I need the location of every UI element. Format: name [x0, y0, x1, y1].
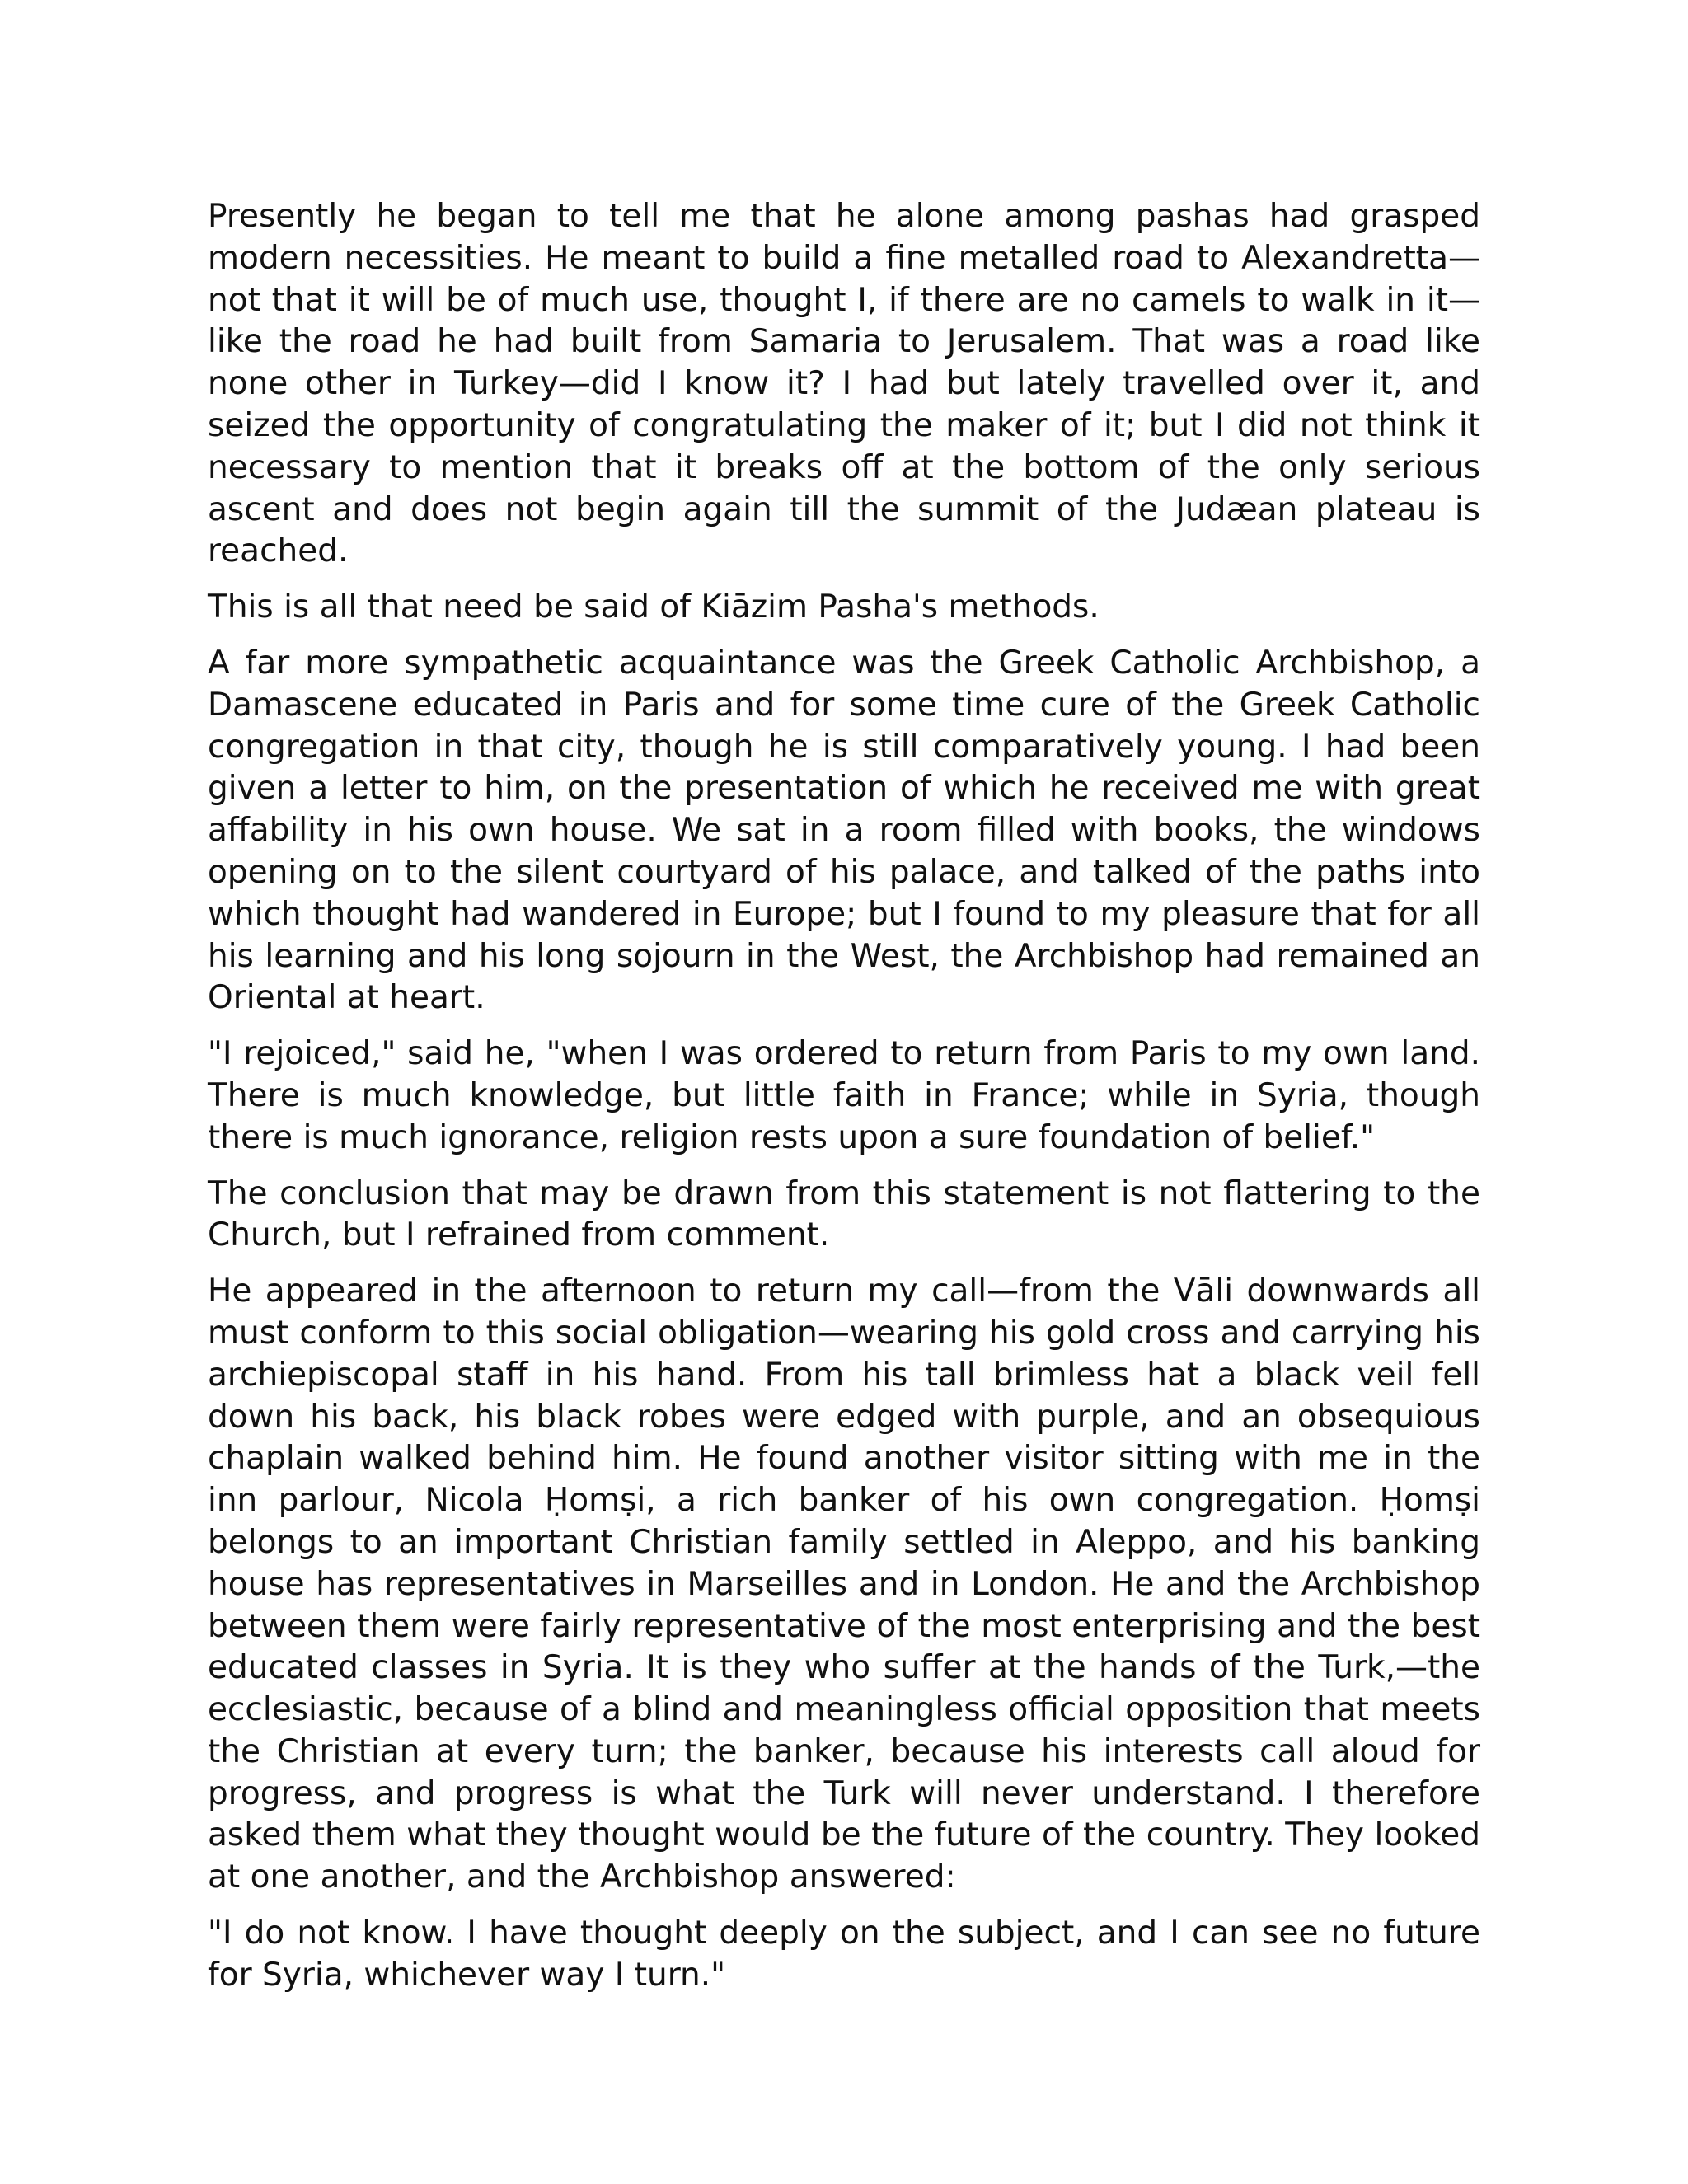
- paragraph-road: Presently he began to tell me that he alone among pashas had grasped modern necessities. He meant to build a fine metalled road to Alexandretta—not that it will be of much use, thought I, if there are no camels to walk in it—like the road he had built from Samaria to Jerusalem. That was a road like none other in Turkey—did I know it? I had but lately travelled over it, and seized the opportunity of congratulating the maker of it; but I did not think it necessary to mention that it breaks off at the bottom of the only serious ascent and does not begin again till the summit of the Judæan plateau is reached.: [208, 198, 1480, 570]
- paragraph-visit: He appeared in the afternoon to return my call—from the Vāli downwards all must conform to this social obligation—wearing his gold cross and carrying his archiepiscopal staff in his hand. From his tall brimless hat a black veil fell down his back, his black robes were edged with purple, and an obsequious chaplain walked behind him. He found another visitor sitting with me in the inn parlour, Nicola Ḥomṣi, a rich banker of his own congregation. Ḥomṣi belongs to an important Christian family settled in Aleppo, and his banking house has representatives in Marseilles and in London. He and the Archbishop between them were fairly representative of the most enterprising and the best educated classes in Syria. It is they who suffer at the hands of the Turk,—the ecclesiastic, because of a blind and meaningless official opposition that meets the Christian at every turn; the banker, because his interests call aloud for progress, and progress is what the Turk will never understand. I therefore asked them what they thought would be the future of the country. They looked at one another, and the Archbishop answered:: [208, 1272, 1480, 1896]
- paragraph-archbishop: A far more sympathetic acquaintance was the Greek Catholic Archbishop, a Damascene educated in Paris and for some time cure of the Greek Catholic congregation in that city, though he is still comparatively young. I had been given a letter to him, on the presentation of which he received me with great affability in his own house. We sat in a room filled with books, the windows opening on to the silent courtyard of his palace, and talked of the paths into which thought had wandered in Europe; but I found to my pleasure that for all his learning and his long sojourn in the West, the Archbishop had remained an Oriental at heart.: [208, 644, 1480, 1017]
- document-page: [208, 196, 1480, 1997]
- paragraph-methods: This is all that need be said of Kiāzim Pasha's methods.: [208, 588, 1100, 626]
- paragraph-rejoiced-quote: "I rejoiced," said he, "when I was ordered to return from Paris to my own land. There is much knowledge, but little faith in France; while in Syria, though there is much ignorance, religion rests upon a sure foundation of belief.": [208, 1035, 1480, 1156]
- paragraph-future-quote: "I do not know. I have thought deeply on the subject, and I can see no future for Syria, whichever way I turn.": [208, 1915, 1480, 1994]
- paragraph-conclusion: The conclusion that may be drawn from this statement is not flattering to the Church, but I refrained from comment.: [208, 1174, 1480, 1254]
